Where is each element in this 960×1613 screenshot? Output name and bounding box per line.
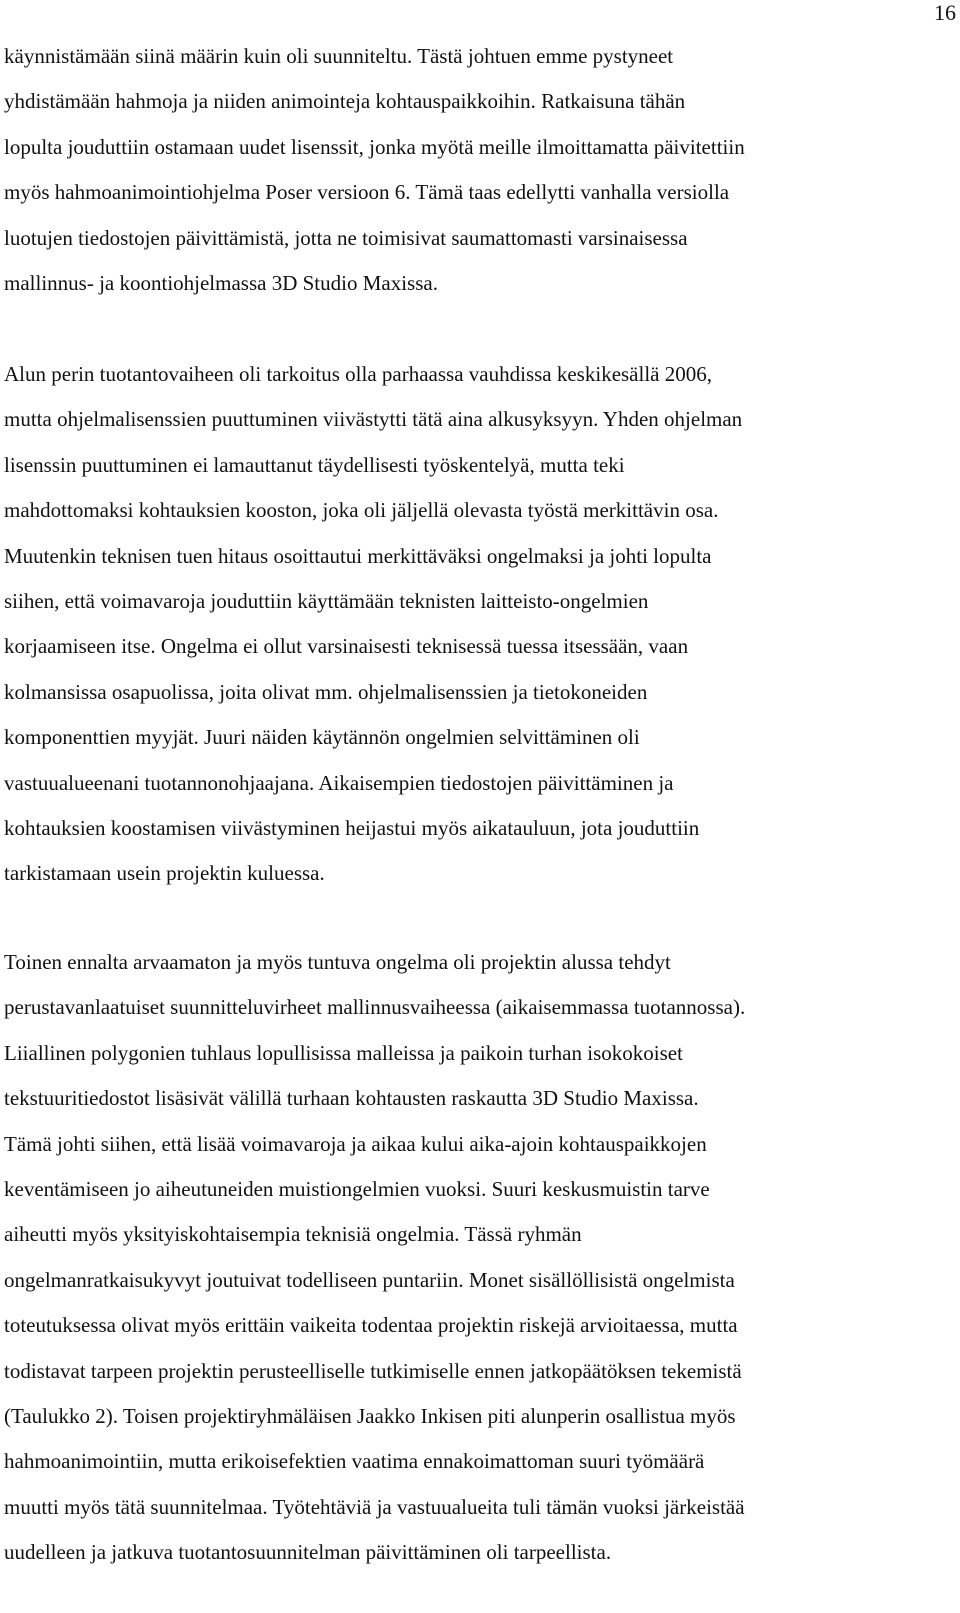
text-line: Alun perin tuotantovaiheen oli tarkoitus olla parhaassa vauhdissa keskikesällä 2006, xyxy=(4,362,712,386)
text-line: lopulta jouduttiin ostamaan uudet lisenssit, jonka myötä meille ilmoittamatta päivitettiin xyxy=(4,134,745,159)
text-line: yhdistämään hahmoja ja niiden animointeja kohtauspaikkoihin. Ratkaisuna tähän xyxy=(4,89,686,114)
text-line: Tämä johti siihen, että lisää voimavaroja ja aikaa kului aika-ajoin kohtauspaikkojen xyxy=(4,1131,707,1156)
paragraph-1 xyxy=(4,34,745,306)
text-line: Liiallinen polygonien tuhlaus lopullisissa malleissa ja paikoin turhan isokokoiset xyxy=(4,1040,683,1065)
text-line: keventämiseen jo aiheutuneiden muistiongelmien vuoksi. Suuri keskusmuistin tarve xyxy=(4,1176,710,1201)
text-line: korjaamiseen itse. Ongelma ei ollut varsinaisesti teknisessä tuessa itsessään, vaan xyxy=(4,634,689,659)
text-line: käynnistämään siinä määrin kuin oli suunniteltu. Tästä johtuen emme pystyneet xyxy=(4,44,674,68)
text-line: hahmoanimointiin, mutta erikoisefektien vaatima ennakoimattoman suuri työmäärä xyxy=(4,1449,705,1474)
text-line: uudelleen ja jatkuva tuotantosuunnitelman päivittäminen oli tarpeellista. xyxy=(4,1540,612,1565)
text-line: todistavat tarpeen projektin perusteelliselle tutkimiselle ennen jatkopäätöksen tekemistä xyxy=(4,1358,742,1383)
text-line: luotujen tiedostojen päivittämistä, jotta ne toimisivat saumattomasti varsinaisessa xyxy=(4,225,688,250)
text-line: ongelmanratkaisukyvyt joutuivat todelliseen puntariin. Monet sisällöllisistä ongelmista xyxy=(4,1267,735,1292)
text-line: mahdottomaksi kohtauksien kooston, joka oli jäljellä olevasta työstä merkittävin osa. xyxy=(4,498,719,523)
text-line: toteutuksessa olivat myös erittäin vaikeita todentaa projektin riskejä arvioitaessa, mutta xyxy=(4,1313,738,1338)
paragraph-3 xyxy=(4,940,745,1575)
text-line: kolmansissa osapuolissa, joita olivat mm. ohjelmalisenssien ja tietokoneiden xyxy=(4,679,648,704)
text-line: lisenssin puuttuminen ei lamauttanut täydellisesti työskentelyä, mutta teki xyxy=(4,452,625,477)
text-line: myös hahmoanimointiohjelma Poser versioon 6. Tämä taas edellytti vanhalla versiolla xyxy=(4,180,730,205)
paragraph-2 xyxy=(4,352,742,897)
text-line: mallinnus- ja koontiohjelmassa 3D Studio Maxissa. xyxy=(4,270,438,295)
page-number: 16 xyxy=(934,0,956,25)
text-line: kohtauksien koostamisen viivästyminen heijastui myös aikatauluun, jota jouduttiin xyxy=(4,815,700,840)
text-line: perustavanlaatuiset suunnitteluvirheet mallinnusvaiheessa (aikaisemmassa tuotannossa). xyxy=(4,995,746,1020)
text-line: Muutenkin teknisen tuen hitaus osoittautui merkittäväksi ongelmaksi ja johti lopulta xyxy=(4,543,712,568)
text-line: Toinen ennalta arvaamaton ja myös tuntuva ongelma oli projektin alussa tehdyt xyxy=(4,950,671,974)
text-line: komponenttien myyjät. Juuri näiden käytännön ongelmien selvittäminen oli xyxy=(4,725,640,750)
text-line: mutta ohjelmalisenssien puuttuminen viivästytti tätä aina alkusyksyyn. Yhden ohjelman xyxy=(4,407,743,432)
text-line: vastuualueenani tuotannonohjaajana. Aikaisempien tiedostojen päivittäminen ja xyxy=(4,770,674,795)
text-line: (Taulukko 2). Toisen projektiryhmäläisen Jaakko Inkisen piti alunperin osallistua myös xyxy=(4,1403,736,1428)
text-line: aiheutti myös yksityiskohtaisempia teknisiä ongelmia. Tässä ryhmän xyxy=(4,1222,582,1247)
text-line: tarkistamaan usein projektin kuluessa. xyxy=(4,861,325,886)
text-line: muutti myös tätä suunnitelmaa. Työtehtäviä ja vastuualueita tuli tämän vuoksi järkeistää xyxy=(4,1494,745,1519)
text-line: siihen, että voimavaroja jouduttiin käyttämään teknisten laitteisto-ongelmien xyxy=(4,588,649,613)
text-line: tekstuuritiedostot lisäsivät välillä turhaan kohtausten raskautta 3D Studio Maxissa. xyxy=(4,1086,699,1111)
